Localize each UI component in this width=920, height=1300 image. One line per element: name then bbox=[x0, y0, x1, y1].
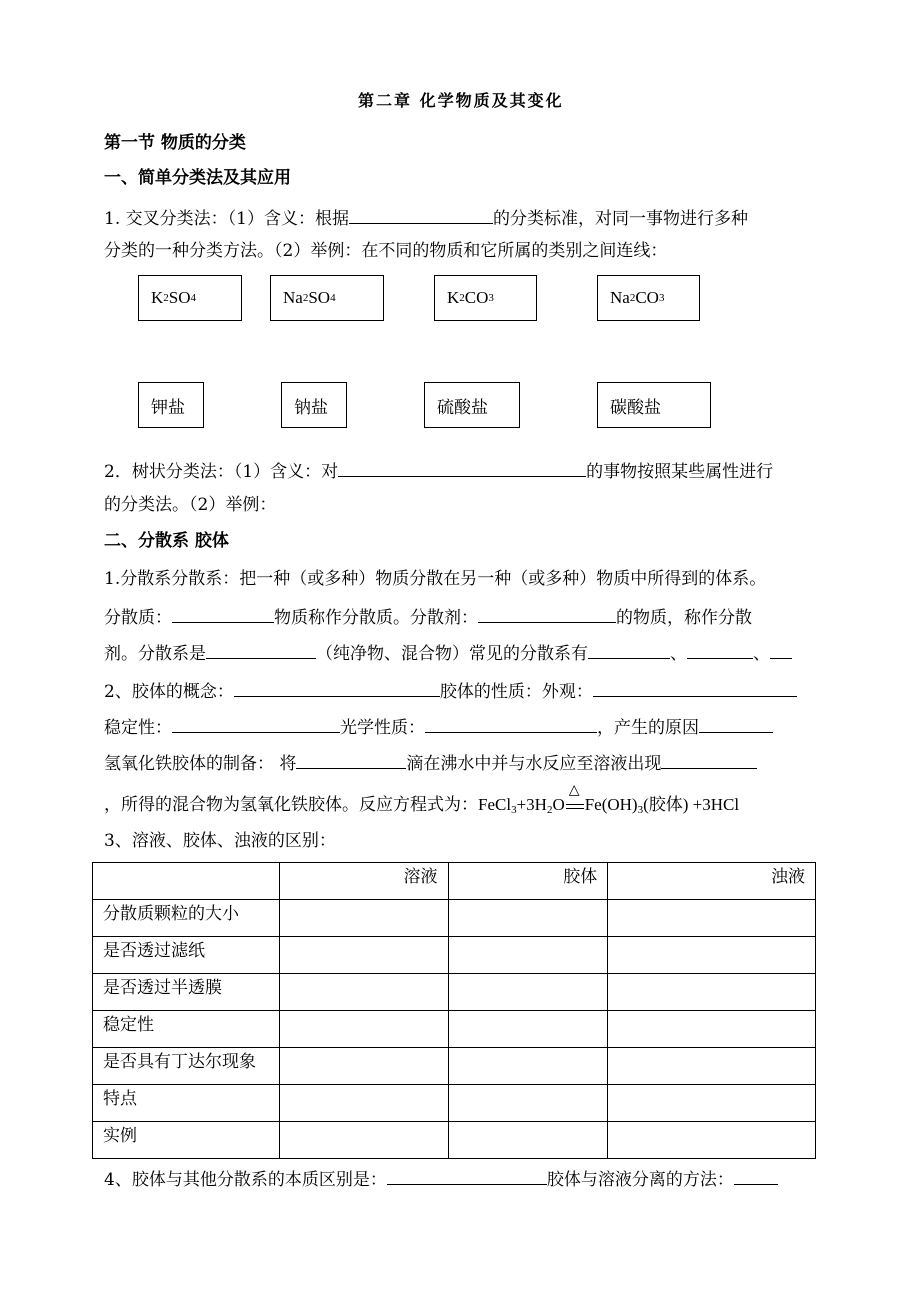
row-label: 稳定性 bbox=[93, 1011, 280, 1048]
p2-line1 bbox=[104, 678, 797, 703]
substance-box-na2co3[interactable] bbox=[597, 275, 700, 321]
q2-prefix: 2．树状分类法：（1）含义：对 bbox=[104, 462, 339, 482]
table-cell[interactable] bbox=[279, 1122, 448, 1159]
dispersion-medium-blank[interactable] bbox=[478, 604, 616, 623]
page-title: 第二章 化学物质及其变化 bbox=[358, 91, 564, 110]
part1-heading: 一、简单分类法及其应用 bbox=[104, 168, 291, 188]
colloid-concept-blank[interactable] bbox=[234, 678, 440, 697]
table-cell[interactable] bbox=[448, 900, 608, 937]
formula-part: Na bbox=[283, 288, 303, 307]
heating-arrow bbox=[565, 783, 585, 816]
q2-suffix: 的事物按照某些属性进行 bbox=[586, 462, 774, 482]
table-cell[interactable] bbox=[448, 1011, 608, 1048]
row-label: 实例 bbox=[93, 1122, 280, 1159]
formula-sub: 2 bbox=[459, 292, 465, 304]
formula-part: SO bbox=[168, 288, 191, 307]
formula-part: K bbox=[447, 288, 460, 307]
table-cell[interactable] bbox=[608, 974, 816, 1011]
p1-text: 分散质： bbox=[104, 608, 172, 628]
p1-text: 的物质，称作分散 bbox=[616, 608, 752, 628]
formula-part: Na bbox=[610, 288, 630, 307]
formula-part: SO bbox=[308, 288, 331, 307]
category-box-potassium[interactable]: 钾盐 bbox=[138, 382, 204, 428]
eq-part: +3H bbox=[516, 795, 547, 814]
table-cell[interactable] bbox=[608, 1085, 816, 1122]
table-header-cell: 胶体 bbox=[448, 863, 608, 900]
q2-line1 bbox=[104, 458, 773, 483]
table-cell[interactable] bbox=[608, 937, 816, 974]
formula-part: CO bbox=[635, 288, 659, 307]
p2-text: 胶体的性质：外观： bbox=[439, 682, 593, 702]
formula-sub: 2 bbox=[163, 292, 169, 304]
p2-text: 滴在沸水中并与水反应至溶液出现 bbox=[406, 754, 662, 774]
table-cell[interactable] bbox=[608, 900, 816, 937]
category-box-carbonate[interactable]: 碳酸盐 bbox=[597, 382, 711, 428]
table-row bbox=[93, 1122, 816, 1159]
dispersed-phase-blank[interactable] bbox=[172, 604, 274, 623]
table-header-row bbox=[93, 863, 816, 900]
formula-sub: 3 bbox=[488, 292, 494, 304]
p1-text: 物质称作分散质。分散剂： bbox=[274, 608, 478, 628]
system-blank-2[interactable] bbox=[687, 640, 753, 659]
eq-sub: 3 bbox=[511, 804, 517, 816]
p2-text: ，产生的原因 bbox=[597, 718, 699, 738]
eq-part: O bbox=[552, 795, 565, 814]
formula-sub: 3 bbox=[658, 292, 665, 304]
row-label: 特点 bbox=[93, 1085, 280, 1122]
table-cell[interactable] bbox=[448, 1085, 608, 1122]
p4-text: 4、胶体与其他分散系的本质区别是： bbox=[104, 1170, 387, 1190]
formula-part: CO bbox=[464, 288, 489, 307]
q1-suffix: 的分类标准，对同一事物进行多种 bbox=[492, 209, 748, 229]
p1-sep: 、 bbox=[670, 644, 687, 664]
table-cell[interactable] bbox=[448, 974, 608, 1011]
substance-box-k2co3[interactable] bbox=[434, 275, 537, 321]
table-cell[interactable] bbox=[279, 1011, 448, 1048]
formula-sub: 4 bbox=[190, 292, 197, 304]
table-cell[interactable] bbox=[279, 1048, 448, 1085]
formula-part: K bbox=[151, 288, 164, 307]
q1-blank[interactable] bbox=[349, 205, 493, 224]
p1-line1: 1.分散系分散系：把一种（或多种）物质分散在另一种（或多种）物质中所得到的体系。 bbox=[104, 569, 767, 589]
optical-blank[interactable] bbox=[425, 714, 597, 733]
reason-blank[interactable] bbox=[699, 714, 773, 733]
appearance-blank[interactable] bbox=[593, 678, 797, 697]
section-heading: 第一节 物质的分类 bbox=[104, 133, 246, 153]
p2-line3 bbox=[104, 750, 757, 775]
table-header-cell bbox=[93, 863, 280, 900]
p2-line4 bbox=[104, 783, 740, 821]
comparison-table bbox=[92, 862, 816, 1159]
category-box-sodium[interactable]: 钠盐 bbox=[281, 382, 347, 428]
q2-blank[interactable] bbox=[338, 458, 586, 477]
table-cell[interactable] bbox=[608, 1122, 816, 1159]
p4-text: 胶体与溶液分离的方法： bbox=[546, 1170, 734, 1190]
reaction-equation bbox=[478, 783, 740, 816]
system-blank-1[interactable] bbox=[588, 640, 670, 659]
table-cell[interactable] bbox=[608, 1048, 816, 1085]
mixture-blank[interactable] bbox=[206, 640, 316, 659]
p2-text: ，所得的混合物为氢氧化铁胶体。反应方程式为： bbox=[104, 795, 478, 815]
p2-text: 光学性质： bbox=[340, 718, 425, 738]
eq-sub: 2 bbox=[546, 804, 553, 816]
p2-line2 bbox=[104, 714, 773, 739]
substance-box-na2so4[interactable] bbox=[270, 275, 384, 321]
row-label: 是否透过半透膜 bbox=[93, 974, 280, 1011]
table-cell[interactable] bbox=[448, 1048, 608, 1085]
system-blank-3[interactable] bbox=[770, 640, 792, 659]
table-cell[interactable] bbox=[608, 1011, 816, 1048]
substance-box-k2so4[interactable] bbox=[138, 275, 242, 321]
table-cell[interactable] bbox=[279, 1085, 448, 1122]
eq-sub: 3 bbox=[637, 804, 644, 816]
category-box-sulfate[interactable]: 硫酸盐 bbox=[424, 382, 520, 428]
table-row bbox=[93, 1085, 816, 1122]
table-cell[interactable] bbox=[279, 937, 448, 974]
q1-prefix: 1. 交叉分类法：（1）含义：根据 bbox=[104, 209, 349, 229]
p2-text: 2、胶体的概念： bbox=[104, 682, 234, 702]
p2-text: 氢氧化铁胶体的制备： 将 bbox=[104, 754, 297, 774]
table-header-cell: 溶液 bbox=[279, 863, 448, 900]
q1-line2: 分类的一种分类方法。（2）举例：在不同的物质和它所属的类别之间连线： bbox=[104, 241, 668, 261]
table-cell[interactable] bbox=[279, 900, 448, 937]
separation-method-blank[interactable] bbox=[734, 1166, 778, 1185]
row-label: 分散质颗粒的大小 bbox=[93, 900, 280, 937]
color-blank[interactable] bbox=[661, 750, 757, 769]
formula-sub: 4 bbox=[330, 292, 336, 304]
formula-sub: 2 bbox=[302, 292, 309, 304]
table-row bbox=[93, 937, 816, 974]
eq-part: Fe(OH) bbox=[584, 795, 638, 814]
part2-heading: 二、分散系 胶体 bbox=[104, 531, 229, 551]
stability-blank[interactable] bbox=[172, 714, 340, 733]
q2-line2: 的分类法。（2）举例： bbox=[104, 495, 277, 515]
eq-part: (胶体) +3HCl bbox=[643, 795, 740, 814]
row-label: 是否具有丁达尔现象 bbox=[93, 1048, 280, 1085]
p1-text: （纯净物、混合物）常见的分散系有 bbox=[316, 644, 588, 664]
table-cell[interactable] bbox=[279, 974, 448, 1011]
equals-sign bbox=[566, 804, 584, 809]
table-header-cell: 浊液 bbox=[608, 863, 816, 900]
p1-line2 bbox=[104, 604, 752, 629]
delta-symbol: △ bbox=[568, 783, 580, 798]
table-row bbox=[93, 1048, 816, 1085]
eq-part: FeCl bbox=[478, 795, 512, 814]
q1-line1 bbox=[104, 205, 748, 230]
p2-text: 稳定性： bbox=[104, 718, 172, 738]
p1-text: 剂。分散系是 bbox=[104, 644, 206, 664]
p1-line3 bbox=[104, 640, 792, 665]
essential-difference-blank[interactable] bbox=[387, 1166, 547, 1185]
p1-sep: 、 bbox=[753, 644, 770, 664]
row-label: 是否透过滤纸 bbox=[93, 937, 280, 974]
table-row bbox=[93, 900, 816, 937]
table-cell[interactable] bbox=[448, 1122, 608, 1159]
p4-line bbox=[104, 1166, 778, 1191]
table-cell[interactable] bbox=[448, 937, 608, 974]
reagent-blank[interactable] bbox=[296, 750, 406, 769]
table-row bbox=[93, 1011, 816, 1048]
table-row bbox=[93, 974, 816, 1011]
p3-heading: 3、溶液、胶体、浊液的区别： bbox=[104, 831, 336, 851]
formula-sub: 2 bbox=[629, 292, 636, 304]
